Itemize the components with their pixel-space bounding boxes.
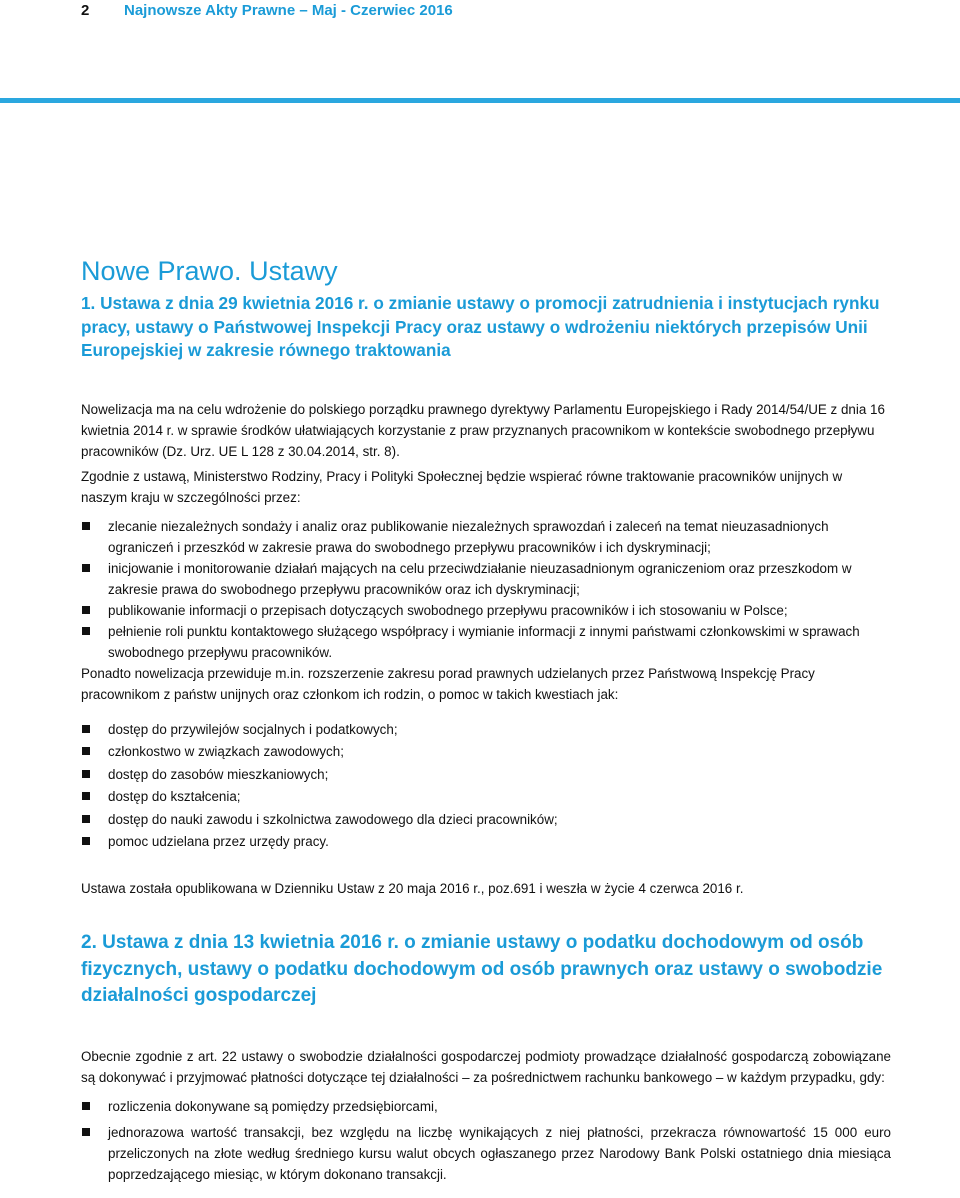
law2-list	[81, 1096, 891, 1185]
law1-intro: Nowelizacja ma na celu wdrożenie do polskiego porządku prawnego dyrektywy Parlamentu Europejskiego i Rady 2014/54/UE z dnia 16 kwietnia 2014 r. w sprawie środków ułatwiających korzystanie z praw przyznanych pracownikom w kontekście swobodnego przepływu pracowników (Dz. Urz. UE L 128 z 30.04.2014, str. 8).	[81, 401, 885, 459]
header-divider	[0, 98, 960, 103]
square-bullet-icon	[82, 606, 90, 614]
list-item	[81, 764, 891, 785]
list-item	[81, 786, 891, 807]
law1-additional-text: Ponadto nowelizacja przewiduje m.in. rozszerzenie zakresu porad prawnych udzielanych przez Państwową Inspekcję Pracy pracownikom z państw unijnych oraz członkom ich rodzin, o pomoc w takich kwestiach jak:	[81, 665, 815, 702]
header-title: Najnowsze Akty Prawne – Maj - Czerwiec 2016	[124, 2, 453, 19]
section-title: Nowe Prawo. Ustawy	[81, 256, 338, 286]
list-item-text: publikowanie informacji o przepisach dotyczących swobodnego przepływu pracowników i ich stosowaniu w Polsce;	[108, 602, 788, 618]
square-bullet-icon	[82, 747, 90, 755]
square-bullet-icon	[82, 1128, 90, 1136]
square-bullet-icon	[82, 1102, 90, 1110]
list-item	[81, 1096, 891, 1117]
list-item	[81, 719, 891, 740]
list-item	[81, 600, 891, 621]
page-header	[0, 0, 960, 104]
square-bullet-icon	[82, 627, 90, 635]
list-item	[81, 621, 891, 663]
list-item-text: dostęp do przywilejów socjalnych i podatkowych;	[108, 721, 398, 737]
list-item	[81, 1122, 891, 1185]
law1-ministry-list	[81, 516, 891, 663]
law1-ministry-text: Zgodnie z ustawą, Ministerstwo Rodziny, Pracy i Polityki Społecznej będzie wspierać równe traktowanie pracowników unijnych w naszym kraju w szczególności przez:	[81, 468, 843, 505]
page-number: 2	[81, 2, 90, 19]
law1-publication: Ustawa została opublikowana w Dzienniku Ustaw z 20 maja 2016 r., poz.691 i weszła w życie 4 czerwca 2016 r.	[81, 881, 744, 896]
law1-heading: 1. Ustawa z dnia 29 kwietnia 2016 r. o zmianie ustawy o promocji zatrudnienia i instytucjach rynku pracy, ustawy o Państwowej Inspekcji Pracy oraz ustawy o wdrożeniu niektórych przepisów Unii Europejskiej w zakresie równego traktowania	[81, 293, 880, 360]
square-bullet-icon	[82, 837, 90, 845]
list-item-text: jednorazowa wartość transakcji, bez względu na liczbę wynikających z niej płatności, przekracza równowartość 15 000 euro przeliczonych na złote według średniego kursu walut obcych ogłaszanego przez Narodowy Bank Polski ostatniego dnia miesiąca poprzedzającego miesiąc, w którym dokonano transakcji.	[108, 1124, 891, 1182]
law1-advice-list	[81, 719, 891, 853]
square-bullet-icon	[82, 564, 90, 572]
square-bullet-icon	[82, 522, 90, 530]
square-bullet-icon	[82, 792, 90, 800]
list-item	[81, 516, 891, 558]
list-item	[81, 558, 891, 600]
document-body	[81, 252, 891, 1185]
list-item-text: zlecanie niezależnych sondaży i analiz oraz publikowanie niezależnych sprawozdań i zaleceń na temat nieuzasadnionych ograniczeń i przeszkód w zakresie prawa do swobodnego przepływu pracowników i ich dyskryminacji;	[108, 518, 829, 555]
square-bullet-icon	[82, 725, 90, 733]
list-item	[81, 809, 891, 830]
square-bullet-icon	[82, 815, 90, 823]
list-item-text: pełnienie roli punktu kontaktowego służącego współpracy i wymianie informacji z innymi państwami członkowskimi w sprawach swobodnego przepływu pracowników.	[108, 623, 860, 660]
law2-heading: 2. Ustawa z dnia 13 kwietnia 2016 r. o zmianie ustawy o podatku dochodowym od osób fizycznych, ustawy o podatku dochodowym od osób prawnych oraz ustawy o swobodzie działalności gospodarczej	[81, 932, 883, 1006]
list-item-text: rozliczenia dokonywane są pomiędzy przedsiębiorcami,	[108, 1098, 438, 1114]
list-item-text: członkostwo w związkach zawodowych;	[108, 744, 344, 759]
list-item-text: dostęp do nauki zawodu i szkolnictwa zawodowego dla dzieci pracowników;	[108, 811, 558, 827]
list-item	[81, 831, 891, 852]
law2-intro: Obecnie zgodnie z art. 22 ustawy o swobodzie działalności gospodarczej podmioty prowadzące działalność gospodarczą zobowiązane są dokonywać i przyjmować płatności dotyczące tej działalności – za pośrednictwem rachunku bankowego – w każdym przypadku, gdy:	[81, 1048, 891, 1085]
list-item-text: dostęp do kształcenia;	[108, 789, 241, 804]
list-item-text: inicjowanie i monitorowanie działań mających na celu przeciwdziałanie nieuzasadnionym ograniczeniom oraz przeszkodom w zakresie prawa do swobodnego przepływu pracowników oraz ich dyskryminacji;	[108, 560, 852, 597]
list-item-text: pomoc udzielana przez urzędy pracy.	[108, 834, 329, 849]
square-bullet-icon	[82, 770, 90, 778]
list-item	[81, 741, 891, 762]
list-item-text: dostęp do zasobów mieszkaniowych;	[108, 766, 329, 782]
